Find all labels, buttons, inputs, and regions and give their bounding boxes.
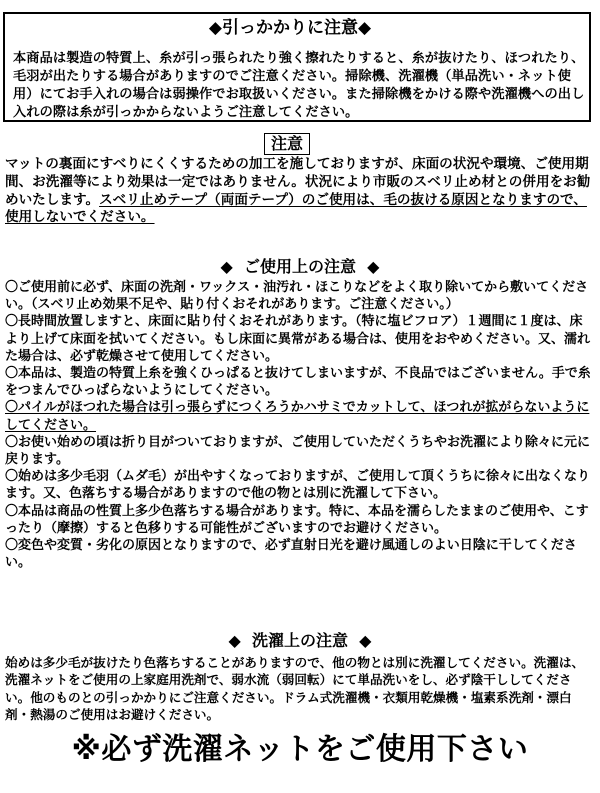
- list-item: 〇始めは多少毛羽（ムダ毛）が出やすくなっておりますが、ご使用して頂くうちに徐々に出なくなります。又、色落ちする場合がありますので他の物とは別に洗濯して下さい。: [5, 469, 591, 502]
- list-item: 〇ご使用前に必ず、床面の洗剤・ワックス・油汚れ・ほこりなどをよく取り除いてから敷いてください。（スベリ止め効果不足や、貼り付くおそれがあります。ご注意ください。）: [5, 280, 589, 313]
- washing-title: ◆ 洗濯上の注意 ◆: [228, 631, 372, 650]
- hook-warning-box: [3, 12, 591, 122]
- usage-precautions-list: [5, 279, 591, 571]
- usage-precautions-title: ◆ ご使用上の注意 ◆: [220, 257, 380, 276]
- hook-warning-title: ◆引っかかりに注意◆: [160, 16, 420, 40]
- notice-body: [5, 156, 593, 227]
- list-item: 〇本品は商品の性質上多少色落ちする場合があります。特に、本品を濡らしたままのご使用や、こすったり（摩擦）すると色移りする可能性がございますのでお避けください。: [5, 503, 589, 536]
- list-item: 〇パイルがほつれた場合は引っ張らずにつくろうかハサミでカットして、ほつれが拡がらないようにしてください。: [5, 400, 590, 433]
- washing-body: 始めは多少毛が抜けたり色落ちすることがありますので、他の物とは別に洗濯してください。洗濯は、洗濯ネットをご使用の上家庭用洗剤で、弱水流（弱回転）にて単品洗いをし、必ず陰干ししてください。他のものとの引っかかりにご注意ください。ドラム式洗濯機・衣類用乾燥機・塩素系洗剤・漂白剤・熱湯のご使用はお避けください。: [5, 655, 585, 723]
- hook-warning-body: 本商品は製造の特質上、糸が引っ張られたり強く擦れたりすると、糸が抜けたり、ほつれたり、毛羽が出たりする場合がありますのでご注意ください。掃除機、洗濯機（単品洗い・ネット使用）にてお手入れの場合は弱操作でお取扱いください。また掃除機をかける際や洗濯機への出し入れの際は糸が引っかからないようご注意してください。: [13, 51, 585, 120]
- notice-underlined-text: スベリ止めテープ（両面テープ）のご使用は、毛の抜ける原因となりますので、使用しないでください。: [5, 191, 587, 226]
- notice-text: マットの裏面にすべりにくくするための加工を施しておりますが、床面の状況や環境、ご使用期間、お洗濯等により効果は一定ではありません。状況により市販のスベリ止め材との併用をお勧めいたします。: [5, 156, 591, 208]
- list-item: 〇変色や変質・劣化の原因となりますので、必ず直射日光を避け風通しのよい日陰に干してください。: [5, 538, 577, 571]
- list-item: 〇長時間放置しますと、床面に貼り付くおそれがあります。（特に塩ビフロア）１週間に１度は、床より上げて床面を拭いてください。もし床面に異常がある場合は、使用をおやめください。又、濡れた場合は、必ず乾燥させて使用してください。: [5, 314, 591, 364]
- notice-heading: [264, 133, 310, 155]
- list-item: 〇お使い始めの頃は折り目がついておりますが、ご使用していただくうちやお洗濯により除々に元に戻ります。: [5, 434, 591, 468]
- notice-title: 注意: [264, 133, 310, 155]
- list-item: 〇本品は、製造の特質上糸を強くひっぱると抜けてしまいますが、不良品ではございません。手で糸をつまんでひっぱらないようにしてください。: [5, 366, 591, 399]
- laundry-net-note: ※必ず洗濯ネットをご使用下さい: [71, 732, 529, 767]
